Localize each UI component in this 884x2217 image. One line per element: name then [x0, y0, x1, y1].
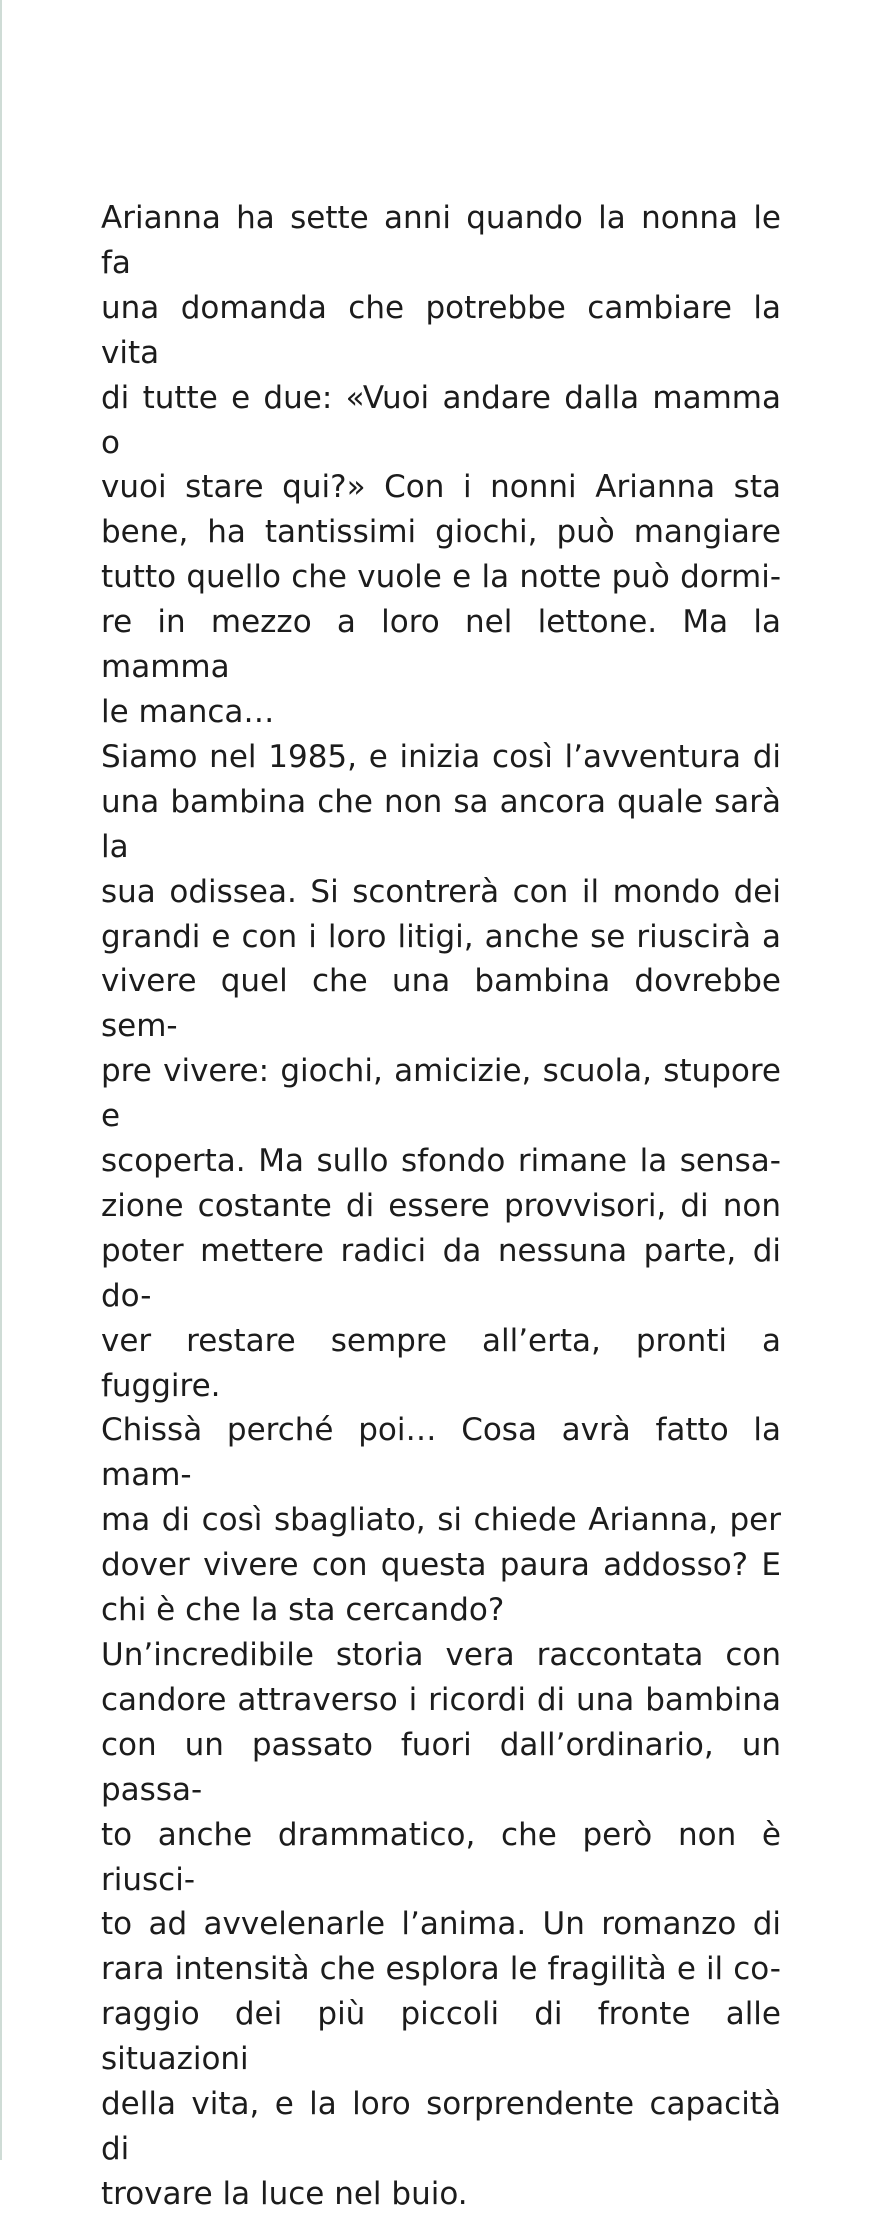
blurb-line: ver restare sempre all’erta, pronti a fuggire. [101, 1322, 781, 1404]
blurb-line: re in mezzo a loro nel lettone. Ma la mamma [101, 604, 781, 686]
blurb-line: le manca… [101, 693, 275, 730]
blurb-line: rara intensità che esplora le fragilità e il co- [101, 1951, 781, 1988]
blurb-line: della vita, e la loro sorprendente capacità di [101, 2086, 781, 2167]
blurb-line: candore attraverso i ricordi di una bambina [101, 1681, 781, 1718]
blurb-line: bene, ha tantissimi giochi, può mangiare [101, 514, 781, 551]
blurb-line: sua odissea. Si scontrerà con il mondo dei [101, 873, 781, 910]
blurb-line: tutto quello che vuole e la notte può dormi- [101, 559, 781, 596]
blurb-line: to anche drammatico, che però non è riusci- [101, 1816, 781, 1898]
blurb-line: Chissà perché poi… Cosa avrà fatto la mam- [101, 1412, 781, 1494]
blurb-line: zione costante di essere provvisori, di non [101, 1187, 781, 1224]
blurb-line: una bambina che non sa ancora quale sarà la [101, 783, 781, 865]
page-edge-line [0, 0, 2, 2160]
blurb-line: vuoi stare qui?» Con i nonni Arianna sta [101, 469, 781, 506]
blurb-line: Un’incredibile storia vera raccontata con [101, 1637, 781, 1673]
blurb-line: una domanda che potrebbe cambiare la vita [101, 289, 781, 371]
blurb-line: dover vivere con questa paura addosso? E [101, 1547, 781, 1584]
blurb-line: vivere quel che una bambina dovrebbe sem- [101, 963, 781, 1045]
blurb-line: Arianna ha sette anni quando la nonna le fa [101, 200, 781, 281]
blurb-line: scoperta. Ma sullo sfondo rimane la sensa- [101, 1143, 781, 1180]
blurb-line: chi è che la sta cercando? [101, 1592, 505, 1629]
blurb-line: grandi e con i loro litigi, anche se riuscirà a [101, 918, 781, 955]
blurb-line: pre vivere: giochi, amicizie, scuola, stupore e [101, 1053, 781, 1135]
blurb-line: ma di così sbagliato, si chiede Arianna, per [101, 1502, 781, 1539]
blurb-line: to ad avvelenarle l’anima. Un romanzo di [101, 1906, 781, 1943]
blurb-line: di tutte e due: «Vuoi andare dalla mamma o [101, 379, 781, 461]
blurb-line: poter mettere radici da nessuna parte, di do- [101, 1232, 781, 1314]
blurb-line: con un passato fuori dall’ordinario, un passa- [101, 1726, 781, 1808]
blurb-line: raggio dei più piccoli di fronte alle situazioni [101, 1996, 781, 2078]
blurb-line: Siamo nel 1985, e inizia così l’avventura di [101, 738, 781, 775]
blurb-line: trovare la luce nel buio. [101, 2175, 468, 2212]
back-cover-blurb [101, 196, 781, 2217]
